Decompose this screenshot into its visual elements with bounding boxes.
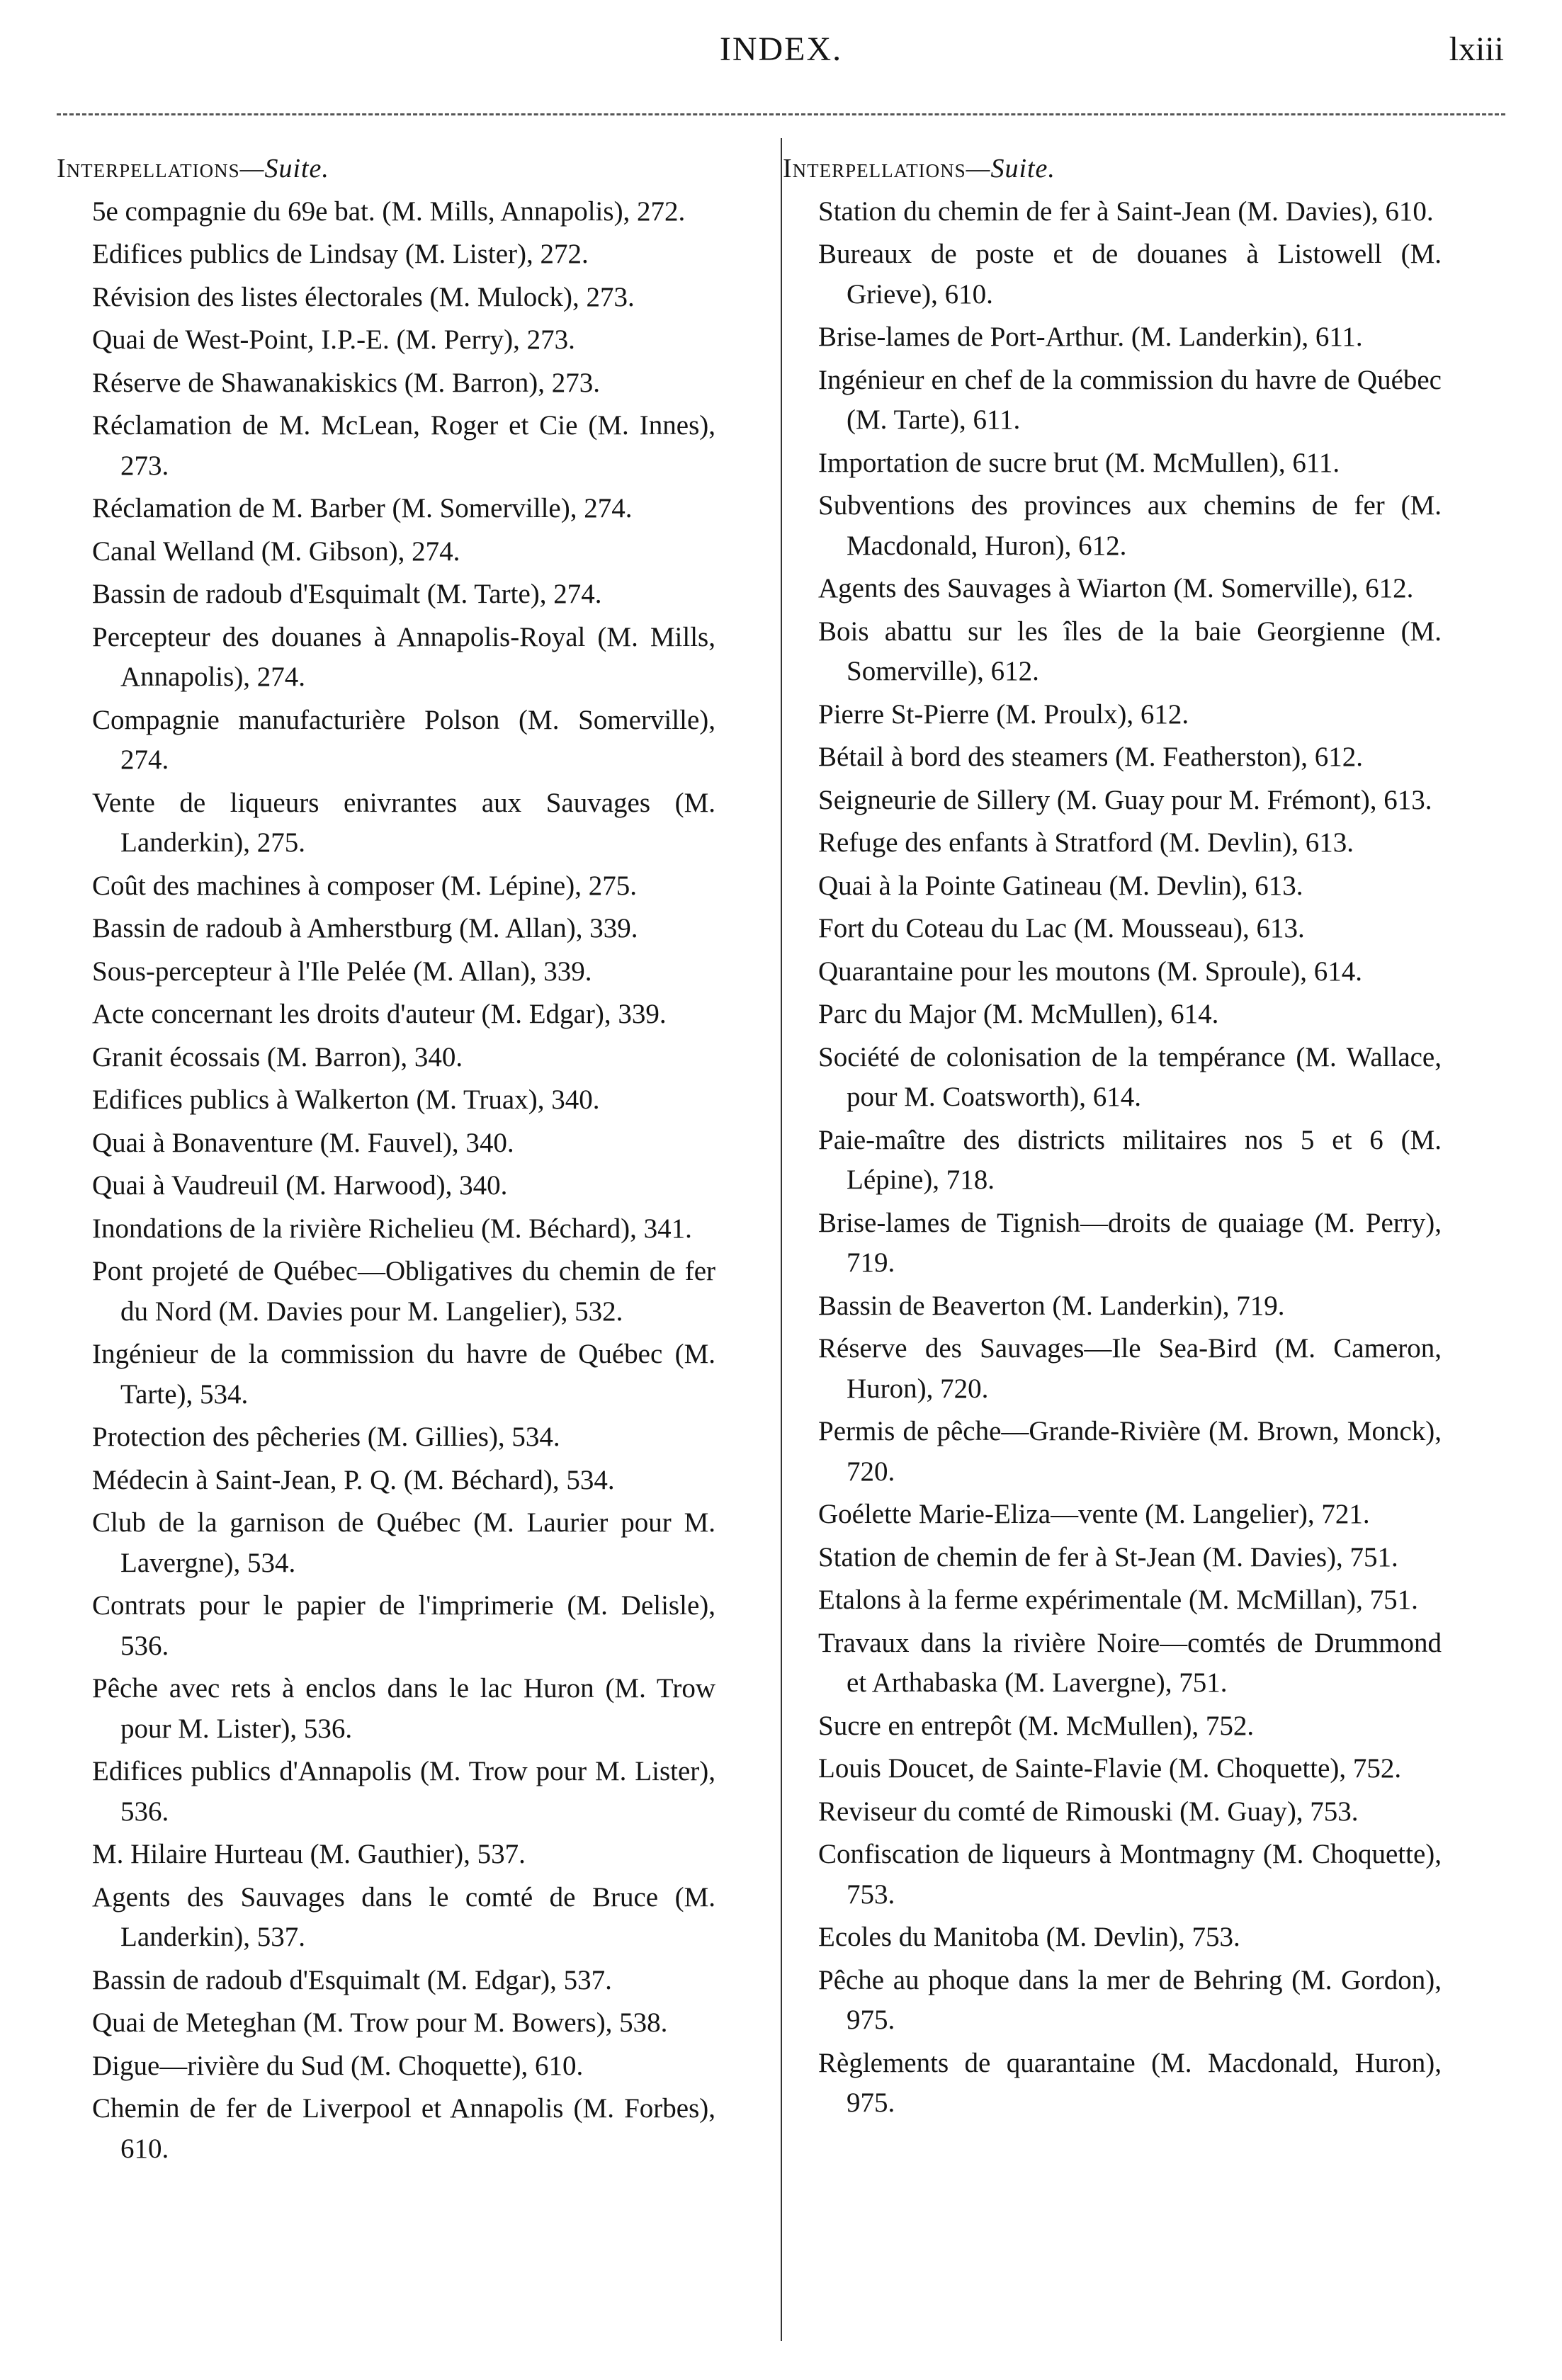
page-number: lxiii (1449, 30, 1504, 68)
index-entry: Pêche au phoque dans la mer de Behring (M. Gordon), 975. (818, 1964, 1442, 2035)
header-rule (57, 113, 1505, 115)
index-entry: Coût des machines à composer (M. Lépine), 275. (92, 870, 637, 901)
index-entry: Digue—rivière du Sud (M. Choquette), 610. (92, 2050, 584, 2081)
index-entry: Quai de West-Point, I.P.-E. (M. Perry), 273. (92, 324, 575, 355)
index-entry: Subventions des provinces aux chemins de fer (M. Macdonald, Huron), 612. (818, 490, 1442, 561)
index-entry: Compagnie manufacturière Polson (M. Somerville), 274. (92, 704, 715, 775)
index-entry: Brise-lames de Port-Arthur. (M. Landerkin), 611. (818, 322, 1363, 352)
index-entry: Bassin de radoub d'Esquimalt (M. Edgar), 537. (92, 1964, 612, 1995)
index-entry: Médecin à Saint-Jean, P. Q. (M. Béchard), 534. (92, 1464, 615, 1495)
page-header (0, 0, 1562, 106)
right-entries (783, 192, 1442, 2124)
index-entry: Importation de sucre brut (M. McMullen), 611. (818, 447, 1340, 478)
left-column-heading (57, 149, 715, 189)
index-entry: Agents des Sauvages à Wiarton (M. Somerville), 612. (818, 573, 1414, 604)
index-entry: Ecoles du Manitoba (M. Devlin), 753. (818, 1922, 1240, 1952)
index-entry: Quai à Bonaventure (M. Fauvel), 340. (92, 1127, 514, 1158)
right-column (783, 149, 1442, 2126)
index-entry: Chemin de fer de Liverpool et Annapolis (M. Forbes), 610. (92, 2093, 715, 2164)
index-entry: Quarantaine pour les moutons (M. Sproule), 614. (818, 956, 1362, 987)
heading-suffix: —Suite. (966, 154, 1056, 183)
index-entry: Inondations de la rivière Richelieu (M. Béchard), 341. (92, 1213, 692, 1244)
index-entry: Agents des Sauvages dans le comté de Bruce (M. Landerkin), 537. (92, 1881, 715, 1952)
left-column (57, 149, 715, 2172)
index-entry: Seigneurie de Sillery (M. Guay pour M. Frémont), 613. (818, 784, 1432, 815)
page-title: INDEX. (719, 30, 843, 68)
index-entry: Révision des listes électorales (M. Mulock), 273. (92, 281, 635, 312)
index-entry: Paie-maître des districts militaires nos 5 et 6 (M. Lépine), 718. (818, 1124, 1442, 1195)
index-entry: Parc du Major (M. McMullen), 614. (818, 999, 1219, 1029)
index-entry: Station de chemin de fer à St-Jean (M. Davies), 751. (818, 1541, 1398, 1572)
index-entry: Pêche avec rets à enclos dans le lac Huron (M. Trow pour M. Lister), 536. (92, 1673, 715, 1744)
index-entry: Club de la garnison de Québec (M. Laurier pour M. Lavergne), 534. (92, 1507, 715, 1578)
index-entry: Canal Welland (M. Gibson), 274. (92, 536, 460, 567)
index-entry: Réserve de Shawanakiskics (M. Barron), 273. (92, 367, 600, 398)
index-entry: Acte concernant les droits d'auteur (M. Edgar), 339. (92, 999, 667, 1029)
index-entry: Edifices publics de Lindsay (M. Lister), 272. (92, 239, 589, 269)
index-entry: Bassin de Beaverton (M. Landerkin), 719. (818, 1290, 1285, 1321)
heading-text: Interpellations (783, 154, 966, 183)
index-entry: Sucre en entrepôt (M. McMullen), 752. (818, 1710, 1255, 1741)
index-entry: Bureaux de poste et de douanes à Listowell (M. Grieve), 610. (818, 239, 1442, 310)
index-entry: Société de colonisation de la tempérance (M. Wallace, pour M. Coatsworth), 614. (818, 1041, 1442, 1112)
index-entry: Quai à la Pointe Gatineau (M. Devlin), 613. (818, 870, 1303, 901)
index-entry: Ingénieur de la commission du havre de Québec (M. Tarte), 534. (92, 1339, 715, 1410)
heading-text: Interpellations (57, 154, 240, 183)
index-entry: Station du chemin de fer à Saint-Jean (M. Davies), 610. (818, 196, 1434, 227)
index-entry: Granit écossais (M. Barron), 340. (92, 1041, 463, 1072)
index-entry: Bétail à bord des steamers (M. Featherston), 612. (818, 742, 1363, 772)
index-entry: Confiscation de liqueurs à Montmagny (M. Choquette), 753. (818, 1839, 1442, 1910)
index-entry: Travaux dans la rivière Noire—comtés de Drummond et Arthabaska (M. Lavergne), 751. (818, 1627, 1442, 1698)
index-entry: 5e compagnie du 69e bat. (M. Mills, Annapolis), 272. (92, 196, 686, 227)
index-entry: Edifices publics d'Annapolis (M. Trow pour M. Lister), 536. (92, 1756, 715, 1827)
index-entry: Vente de liqueurs enivrantes aux Sauvages (M. Landerkin), 275. (92, 787, 715, 858)
index-entry: Ingénieur en chef de la commission du havre de Québec (M. Tarte), 611. (818, 364, 1442, 435)
index-entry: Bassin de radoub à Amherstburg (M. Allan), 339. (92, 913, 638, 944)
index-entry: Permis de pêche—Grande-Rivière (M. Brown, Monck), 720. (818, 1416, 1442, 1487)
index-entry: Réserve des Sauvages—Ile Sea-Bird (M. Cameron, Huron), 720. (818, 1333, 1442, 1404)
left-entries (57, 192, 715, 2170)
index-entry: Sous-percepteur à l'Ile Pelée (M. Allan), 339. (92, 956, 592, 987)
index-entry: Règlements de quarantaine (M. Macdonald, Huron), 975. (818, 2047, 1442, 2118)
index-entry: Bassin de radoub d'Esquimalt (M. Tarte), 274. (92, 579, 602, 609)
index-entry: Edifices publics à Walkerton (M. Truax), 340. (92, 1084, 600, 1115)
index-entry: Pont projeté de Québec—Obligatives du chemin de fer du Nord (M. Davies pour M. Langelier), 532. (92, 1256, 715, 1327)
index-entry: Protection des pêcheries (M. Gillies), 534. (92, 1422, 560, 1452)
index-entry: Louis Doucet, de Sainte-Flavie (M. Choquette), 752. (818, 1753, 1402, 1784)
index-entry: Quai de Meteghan (M. Trow pour M. Bowers), 538. (92, 2007, 668, 2038)
column-divider (781, 138, 782, 2341)
index-entry: Brise-lames de Tignish—droits de quaiage (M. Perry), 719. (818, 1207, 1442, 1278)
index-entry: Réclamation de M. Barber (M. Somerville), 274. (92, 493, 633, 523)
right-column-heading (783, 149, 1442, 189)
index-entry: Réclamation de M. McLean, Roger et Cie (M. Innes), 273. (92, 410, 715, 481)
heading-suffix: —Suite. (239, 154, 329, 183)
index-entry: Percepteur des douanes à Annapolis-Royal (M. Mills, Annapolis), 274. (92, 621, 715, 692)
index-entry: Fort du Coteau du Lac (M. Mousseau), 613. (818, 913, 1305, 944)
index-entry: Etalons à la ferme expérimentale (M. McMillan), 751. (818, 1585, 1418, 1615)
index-entry: Goélette Marie-Eliza—vente (M. Langelier), 721. (818, 1499, 1370, 1529)
index-entry: M. Hilaire Hurteau (M. Gauthier), 537. (92, 1839, 526, 1869)
index-entry: Pierre St-Pierre (M. Proulx), 612. (818, 698, 1189, 730)
index-entry: Reviseur du comté de Rimouski (M. Guay), 753. (818, 1796, 1359, 1827)
index-entry: Quai à Vaudreuil (M. Harwood), 340. (92, 1170, 508, 1201)
index-entry: Refuge des enfants à Stratford (M. Devlin), 613. (818, 827, 1354, 858)
index-entry: Bois abattu sur les îles de la baie Georgienne (M. Somerville), 612. (818, 616, 1442, 686)
index-entry: Contrats pour le papier de l'imprimerie (M. Delisle), 536. (92, 1590, 715, 1661)
